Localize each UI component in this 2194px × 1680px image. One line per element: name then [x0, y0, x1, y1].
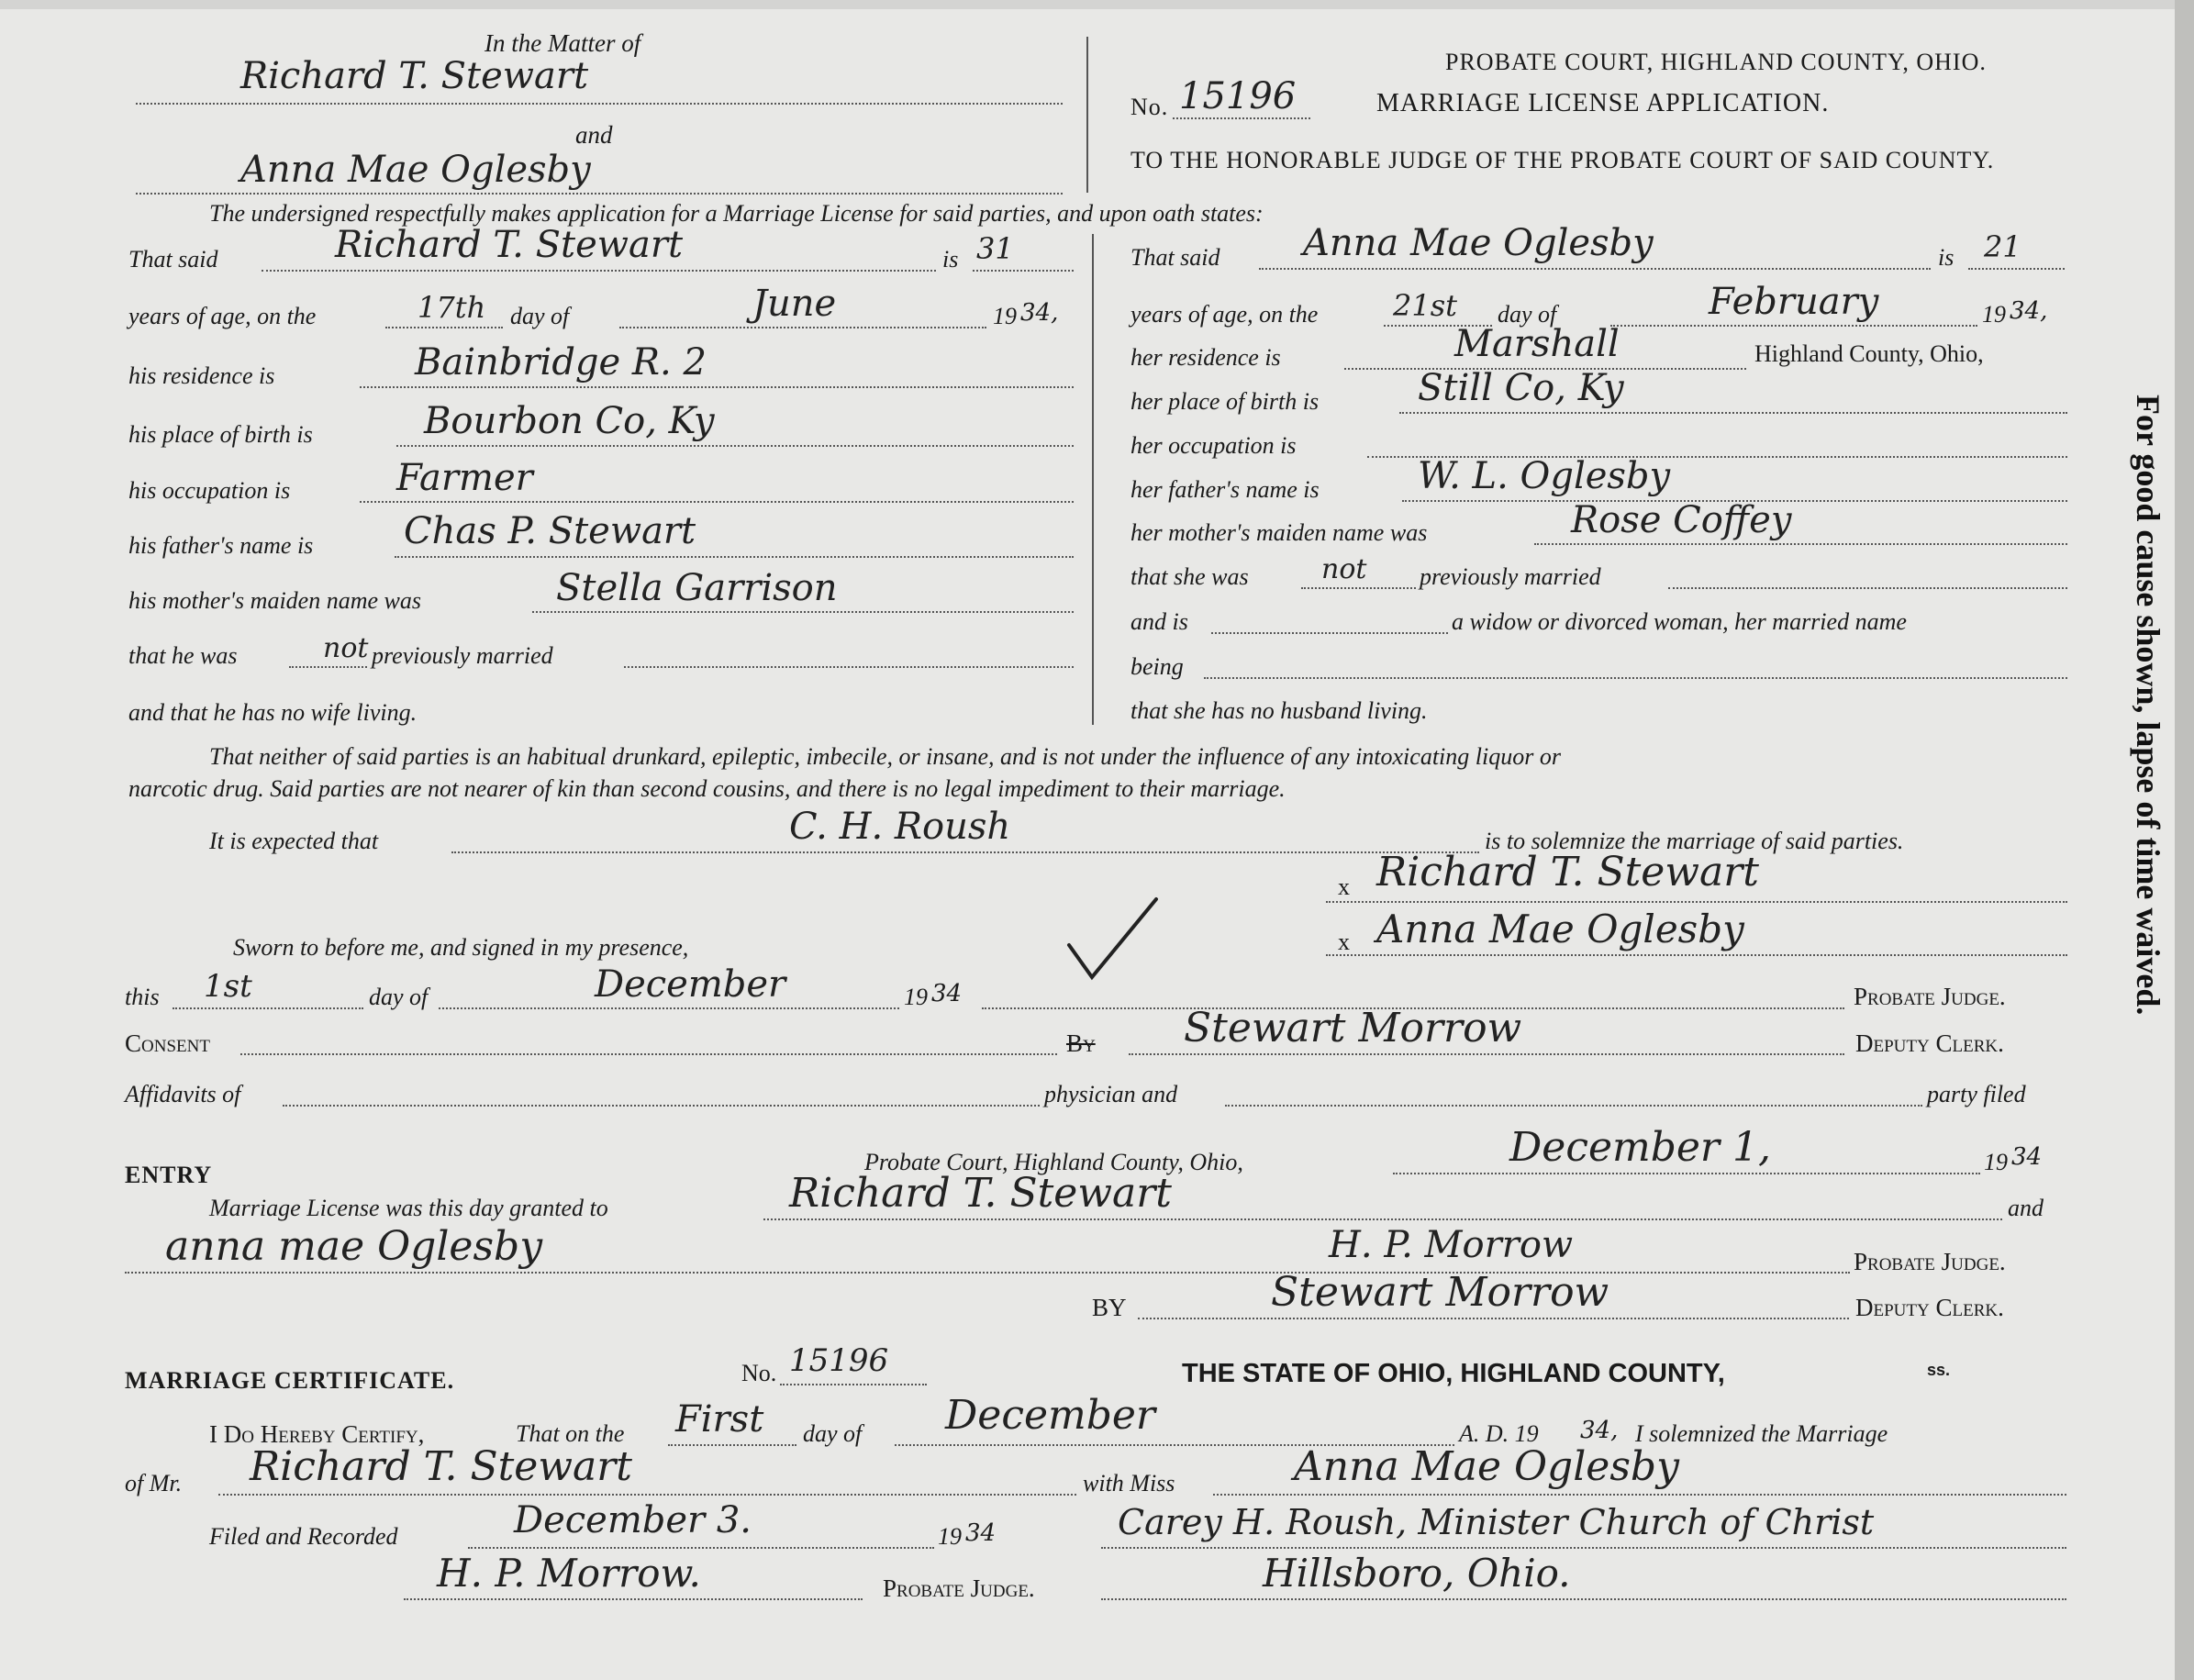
- bride-is-label: is: [1938, 244, 1955, 271]
- groom-occupation: Farmer: [396, 457, 533, 499]
- sworn-year-prefix: 19: [904, 984, 928, 1010]
- physician-label: physician and: [1044, 1081, 1178, 1107]
- entry-year-prefix: 19: [1984, 1149, 2008, 1175]
- bride-that-said-label: That said: [1130, 244, 1220, 271]
- expected-label: It is expected that: [209, 828, 379, 854]
- groom-married-line-b: [624, 666, 1074, 668]
- caption-bracket: [1086, 37, 1088, 193]
- sworn-month-line: [439, 1007, 899, 1009]
- entry-by-label: BY: [1092, 1294, 1127, 1321]
- certificate-day-of-label: day of: [803, 1420, 863, 1447]
- by-label: By: [1066, 1029, 1096, 1057]
- groom-mother: Stella Garrison: [556, 567, 838, 609]
- sworn-label: Sworn to before me, and signed in my presence,: [233, 934, 689, 961]
- intro-text: The undersigned respectfully makes application for a Marriage License for said parties, and upon oath states:: [209, 200, 1264, 227]
- sworn-day-line: [173, 1007, 363, 1009]
- solemnized-label: I solemnized the Marriage: [1635, 1420, 1888, 1447]
- application-no-label: No.: [1130, 94, 1169, 120]
- groom-age: 31: [976, 231, 1014, 266]
- groom-years-label: years of age, on the: [128, 303, 317, 329]
- groom-married-label-a: that he was: [128, 642, 238, 669]
- bride-residence-suffix: Highland County, Ohio,: [1754, 340, 1984, 367]
- certificate-year-suffix: 34,: [1580, 1417, 1619, 1444]
- groom-is-label: is: [942, 246, 959, 273]
- bride-father-label: her father's name is: [1130, 476, 1320, 503]
- groom-birthplace-label: his place of birth is: [128, 421, 313, 448]
- bride-being-line: [1204, 677, 2067, 679]
- deputy-clerk-label: Deputy Clerk.: [1855, 1029, 2004, 1057]
- bride-no-husband: that she has no husband living.: [1130, 697, 1428, 724]
- caption-line-2: [136, 193, 1063, 195]
- bride-widow-label-a: and is: [1130, 608, 1188, 635]
- paper-edge-top: [0, 0, 2194, 9]
- certificate-city: Hillsboro, Ohio.: [1263, 1551, 1571, 1596]
- sworn-day: 1st: [204, 968, 252, 1005]
- groom-name: Richard T. Stewart: [335, 224, 684, 266]
- groom-birth-day-line: [385, 327, 503, 328]
- certificate-judge-line: [404, 1598, 863, 1600]
- entry-granted-label: Marriage License was this day granted to: [209, 1195, 608, 1221]
- groom-residence-label: his residence is: [128, 362, 275, 389]
- bride-signature: Anna Mae Oglesby: [1376, 907, 1744, 951]
- bride-birthplace-label: her place of birth is: [1130, 388, 1320, 415]
- caption-bride-name: Anna Mae Oglesby: [240, 149, 591, 191]
- affidavits-line: [283, 1105, 1040, 1107]
- groom-married-label-b: previously married: [372, 642, 553, 669]
- groom-no-wife: and that he has no wife living.: [128, 699, 418, 726]
- consent-label: Consent: [125, 1029, 210, 1057]
- bride-age-line: [1968, 268, 2065, 270]
- entry-groom-line: [763, 1218, 2002, 1220]
- entry-and-label: and: [2008, 1195, 2044, 1221]
- sworn-month: December: [595, 963, 786, 1006]
- of-mr-label: of Mr.: [125, 1470, 183, 1496]
- certificate-title: MARRIAGE CERTIFICATE.: [125, 1367, 455, 1394]
- bride-year-suffix: 34,: [2010, 297, 2048, 325]
- with-miss-label: with Miss: [1083, 1470, 1175, 1496]
- sworn-day-of-label: day of: [369, 984, 429, 1010]
- groom-year-prefix: 19: [993, 303, 1017, 329]
- physician-line: [1225, 1105, 1922, 1107]
- bride-being-label: being: [1130, 653, 1184, 680]
- entry-deputy-clerk-label: Deputy Clerk.: [1855, 1294, 2004, 1321]
- certificate-no-label: No.: [741, 1360, 777, 1386]
- application-title: MARRIAGE LICENSE APPLICATION.: [1376, 89, 1830, 117]
- groom-signature: Richard T. Stewart: [1376, 849, 1759, 896]
- addressee-line: TO THE HONORABLE JUDGE OF THE PROBATE COURT OF SAID COUNTY.: [1130, 147, 1995, 173]
- entry-judge-signature: H. P. Morrow: [1329, 1224, 1574, 1266]
- groom-married-line-a: [289, 666, 367, 668]
- certify-label-b: That on the: [516, 1420, 625, 1447]
- bride-name-line: [1259, 268, 1931, 270]
- bride-father: W. L. Oglesby: [1418, 455, 1671, 497]
- certificate-groom: Richard T. Stewart: [250, 1443, 632, 1490]
- certify-label-a: I Do Hereby Certify,: [209, 1420, 425, 1448]
- bride-residence-label: her residence is: [1130, 344, 1281, 371]
- groom-that-said-label: That said: [128, 246, 218, 273]
- groom-father-line: [395, 556, 1074, 558]
- certificate-ad-label: A. D. 19: [1459, 1420, 1539, 1447]
- sworn-year-suffix: 34: [931, 980, 963, 1007]
- groom-birth-month-line: [619, 327, 986, 328]
- margin-note: For good cause shown, lapse of time waived.: [2130, 395, 2166, 1016]
- bride-signature-line: [1326, 954, 2067, 956]
- bride-widow-label-b: a widow or divorced woman, her married name: [1452, 608, 1907, 635]
- paper-edge-right: [2175, 0, 2194, 1680]
- deputy-clerk-line: [1129, 1053, 1844, 1055]
- groom-age-line: [973, 270, 1074, 272]
- bride-birthplace-line: [1399, 412, 2067, 414]
- consent-line: [240, 1053, 1057, 1055]
- certificate-day-line: [668, 1444, 796, 1446]
- entry-deputy-signature: Stewart Morrow: [1271, 1269, 1609, 1316]
- affidavits-label: Affidavits of: [125, 1081, 241, 1107]
- bride-married-label-a: that she was: [1130, 563, 1249, 590]
- bride-years-label: years of age, on the: [1130, 301, 1319, 328]
- entry-probate-judge-label: Probate Judge.: [1854, 1248, 2006, 1275]
- certificate-judge-signature: H. P. Morrow.: [437, 1551, 701, 1596]
- bride-birth-month-line: [1610, 325, 1977, 327]
- bride-day-of-label: day of: [1498, 301, 1557, 328]
- solemnize-label: is to solemnize the marriage of said parties.: [1485, 828, 1904, 854]
- bride-married-line-a: [1301, 587, 1416, 589]
- groom-occupation-line: [360, 501, 1074, 503]
- bride-birth-month: February: [1709, 281, 1879, 323]
- bride-mother: Rose Coffey: [1571, 499, 1792, 541]
- caption-groom-name: Richard T. Stewart: [240, 55, 589, 97]
- groom-birthplace-line: [396, 445, 1074, 447]
- groom-father-label: his father's name is: [128, 532, 314, 559]
- minister-line: [1101, 1547, 2066, 1549]
- groom-residence-line: [360, 386, 1074, 388]
- certificate-bride-line: [1213, 1494, 2066, 1496]
- application-number: 15196: [1179, 75, 1297, 117]
- certificate-groom-line: [218, 1494, 1076, 1496]
- bride-married-mark: not: [1321, 553, 1367, 585]
- probate-judge-label: Probate Judge.: [1854, 983, 2006, 1010]
- entry-groom: Richard T. Stewart: [789, 1170, 1172, 1217]
- minister-signature: Carey H. Roush, Minister Church of Christ: [1118, 1502, 1875, 1542]
- caption-and-label: and: [575, 121, 613, 149]
- groom-mother-line: [532, 611, 1074, 613]
- groom-birth-day: 17th: [418, 290, 486, 325]
- entry-date-line: [1393, 1173, 1980, 1174]
- bride-birth-day: 21st: [1393, 288, 1457, 323]
- declaration-line-1: That neither of said parties is an habitual drunkard, epileptic, imbecile, or insane, and is not under the influence of any intoxicating liquor or: [209, 743, 1561, 770]
- in-the-matter-of-label: In the Matter of: [484, 29, 641, 57]
- groom-day-of-label: day of: [510, 303, 570, 329]
- bride-married-line-b: [1668, 587, 2067, 589]
- bride-name: Anna Mae Oglesby: [1303, 222, 1654, 264]
- filed-year-prefix: 19: [938, 1523, 962, 1550]
- certificate-number: 15196: [789, 1342, 889, 1379]
- this-label: this: [125, 984, 160, 1010]
- entry-bride: anna mae Oglesby: [165, 1223, 543, 1270]
- bride-year-prefix: 19: [1982, 301, 2006, 328]
- entry-deputy-line: [1138, 1318, 1849, 1319]
- certificate-city-line: [1101, 1598, 2066, 1600]
- groom-year-suffix: 34,: [1020, 299, 1059, 327]
- application-number-line: [1173, 117, 1310, 119]
- groom-x-mark: x: [1338, 873, 1350, 900]
- certificate-state: THE STATE OF OHIO, HIGHLAND COUNTY,: [1182, 1359, 1725, 1388]
- caption-line-1: [136, 103, 1063, 105]
- entry-title: ENTRY: [125, 1162, 213, 1188]
- filed-year-suffix: 34: [965, 1519, 997, 1547]
- entry-court-label: Probate Court, Highland County, Ohio,: [864, 1149, 1243, 1175]
- bride-age: 21: [1984, 229, 2021, 264]
- bride-mother-label: her mother's maiden name was: [1130, 519, 1428, 546]
- groom-mother-label: his mother's maiden name was: [128, 587, 421, 614]
- column-divider: [1092, 234, 1094, 725]
- groom-occupation-label: his occupation is: [128, 477, 291, 504]
- groom-married-mark: not: [323, 632, 369, 664]
- certificate-month: December: [945, 1392, 1155, 1439]
- certificate-ss: ss.: [1927, 1361, 1951, 1379]
- entry-date: December 1,: [1509, 1124, 1771, 1171]
- certificate-number-line: [780, 1384, 927, 1385]
- filed-label: Filed and Recorded: [209, 1523, 398, 1550]
- officiant-name: C. H. Roush: [789, 806, 1011, 848]
- certificate-probate-judge-label: Probate Judge.: [883, 1574, 1035, 1602]
- certificate-bride: Anna Mae Oglesby: [1294, 1443, 1679, 1490]
- bride-married-label-b: previously married: [1420, 563, 1601, 590]
- officiant-line: [451, 851, 1479, 853]
- groom-birthplace: Bourbon Co, Ky: [424, 400, 715, 442]
- bride-occupation-label: her occupation is: [1130, 432, 1297, 459]
- bride-residence: Marshall: [1454, 323, 1620, 365]
- bride-x-mark: x: [1338, 929, 1350, 955]
- bride-mother-line: [1534, 543, 2067, 545]
- check-mark-icon: [1064, 895, 1165, 986]
- party-filed-label: party filed: [1927, 1081, 2026, 1107]
- filed-date: December 3.: [514, 1499, 752, 1541]
- groom-signature-line: [1326, 901, 2067, 903]
- groom-name-line: [262, 270, 936, 272]
- declaration-line-2: narcotic drug. Said parties are not nearer of kin than second cousins, and there is no legal impediment to their marriage.: [128, 775, 1286, 802]
- entry-year-suffix: 34: [2011, 1143, 2043, 1171]
- deputy-signature: Stewart Morrow: [1184, 1005, 1522, 1051]
- groom-father: Chas P. Stewart: [404, 510, 696, 552]
- certificate-day: First: [675, 1398, 764, 1441]
- bride-birthplace: Still Co, Ky: [1418, 367, 1624, 409]
- bride-widow-line: [1211, 632, 1448, 634]
- groom-birth-month: June: [752, 283, 837, 325]
- groom-residence: Bainbridge R. 2: [415, 341, 707, 384]
- filed-date-line: [468, 1547, 934, 1549]
- court-header: PROBATE COURT, HIGHLAND COUNTY, OHIO.: [1445, 49, 1987, 75]
